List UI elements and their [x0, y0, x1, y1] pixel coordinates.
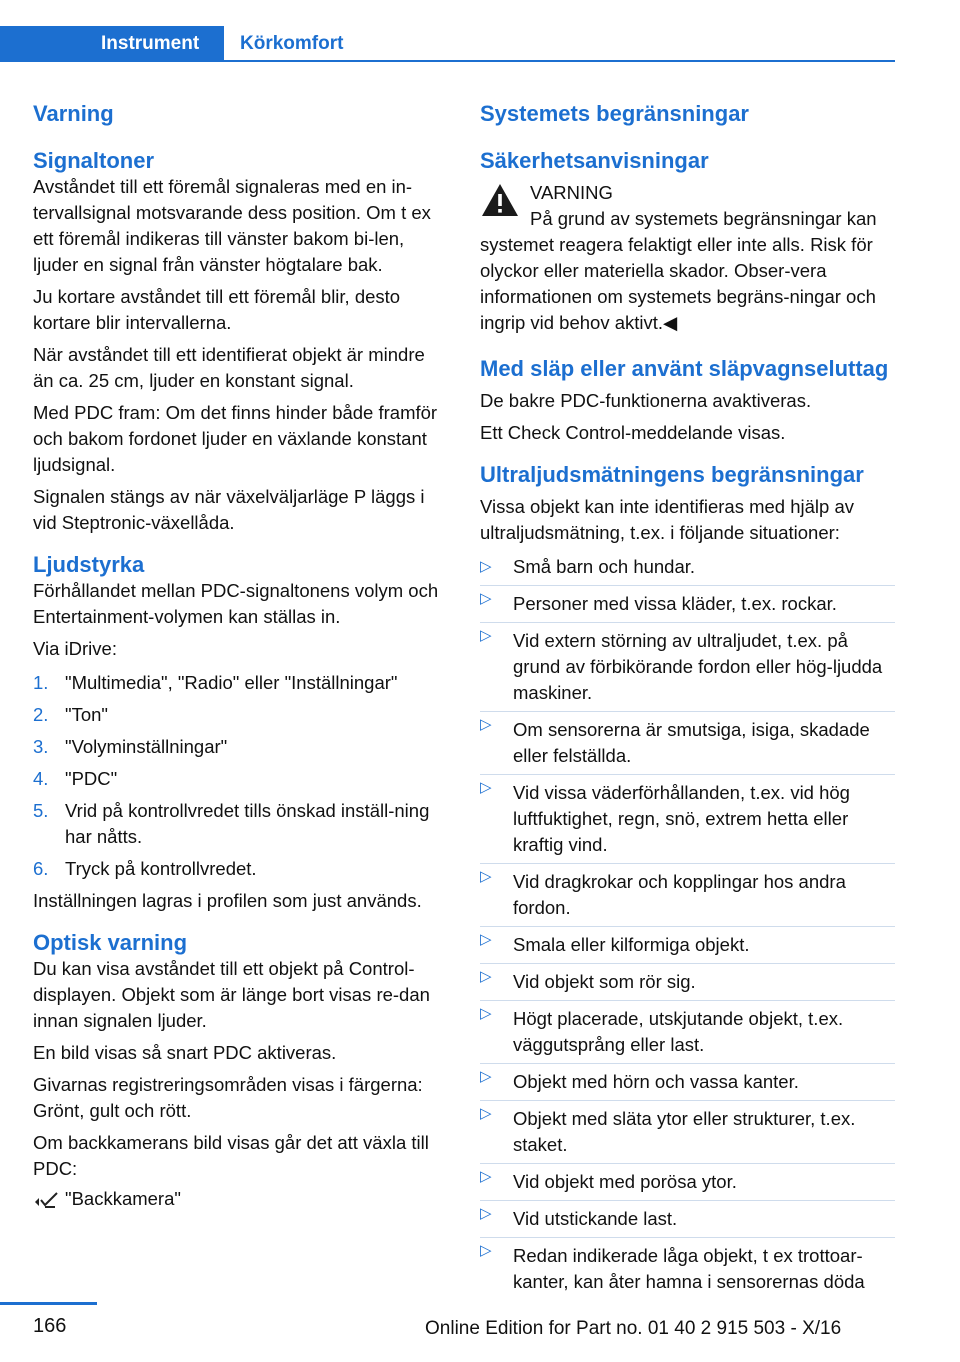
- warning-triangle-icon: [480, 182, 520, 218]
- step-number: 5.: [33, 800, 49, 821]
- list-item: [480, 1101, 895, 1164]
- header-tabs: [0, 26, 895, 62]
- paragraph: De bakre PDC-funktionerna avaktiveras.: [480, 390, 812, 411]
- bullet-triangle-icon: ▷: [480, 1005, 492, 1022]
- list-item-text: Om sensorerna är smutsiga, isiga, skadade eller felställda.: [513, 719, 870, 766]
- tab-korkomfort[interactable]: Körkomfort: [240, 33, 344, 54]
- list-item-text: Personer med vissa kläder, t.ex. rockar.: [513, 593, 837, 614]
- bullet-triangle-icon: ▷: [480, 1168, 492, 1185]
- paragraph: Givarnas registreringsområden visas i färgerna: Grönt, gult och rött.: [33, 1074, 423, 1121]
- list-item-text: Små barn och hundar.: [513, 556, 696, 577]
- bullet-triangle-icon: ▷: [480, 1105, 492, 1122]
- heading-optisk-varning: Optisk varning: [33, 930, 188, 955]
- camera-icon: [33, 1190, 59, 1210]
- bullet-triangle-icon: ▷: [480, 1068, 492, 1085]
- heading-systemets-begransningar: Systemets begränsningar: [480, 101, 749, 126]
- bullet-triangle-icon: ▷: [480, 558, 492, 575]
- list-item-text: Högt placerade, utskjutande objekt, t.ex. väggutsprång eller last.: [513, 1008, 844, 1055]
- heading-ultraljud: Ultraljudsmätningens begränsningar: [480, 462, 864, 487]
- step-text: "Multimedia", "Radio" eller "Inställningar": [65, 672, 398, 693]
- paragraph: Du kan visa avståndet till ett objekt på Control-displayen. Objekt som är länge bort visas re‐dan innan signalen ljuder.: [33, 958, 430, 1031]
- page-number: 166: [33, 1315, 67, 1337]
- list-item-text: Vid objekt med porösa ytor.: [513, 1171, 737, 1192]
- step-text: "Ton": [65, 704, 108, 725]
- list-item: [480, 864, 895, 927]
- list-item: [480, 1164, 895, 1201]
- bullet-triangle-icon: ▷: [480, 779, 492, 796]
- paragraph: Om backkamerans bild visas går det att växla till PDC:: [33, 1132, 429, 1179]
- paragraph: Avståndet till ett föremål signaleras med en in‐tervallsignal motsvarande dess position. Om t ex ett föremål indikeras till vänster bakom bi‐len, ljuder en signal från vänster högtalare bak.: [33, 176, 431, 275]
- list-item: [480, 1238, 895, 1301]
- bullet-triangle-icon: ▷: [480, 868, 492, 885]
- list-item: [480, 964, 895, 1001]
- list-item: [480, 554, 895, 586]
- list-item-text: Vid utstickande last.: [513, 1208, 678, 1229]
- step-number: 4.: [33, 768, 49, 789]
- bullet-triangle-icon: ▷: [480, 1205, 492, 1222]
- heading-signaltoner: Signaltoner: [33, 148, 155, 173]
- bullet-triangle-icon: ▷: [480, 1242, 492, 1259]
- warning-block: [480, 180, 895, 232]
- list-item-text: Redan indikerade låga objekt, t ex trottoar‐kanter, kan åter hamna i sensorernas döda: [513, 1245, 865, 1292]
- warning-title: VARNING: [530, 182, 613, 203]
- heading-sakerhetsanvisningar: Säkerhetsanvisningar: [480, 148, 709, 173]
- list-item: [480, 1201, 895, 1238]
- paragraph: Ju kortare avståndet till ett föremål blir, desto kortare blir intervallerna.: [33, 286, 401, 333]
- list-item-text: Objekt med hörn och vassa kanter.: [513, 1071, 799, 1092]
- heading-med-slap: Med släp eller använt släpvagnseluttag: [480, 356, 889, 381]
- list-item-text: Vid vissa väderförhållanden, t.ex. vid hög luftfuktighet, regn, snö, extrem hetta eller kraftig vind.: [513, 782, 850, 855]
- list-item-text: Objekt med släta ytor eller strukturer, t.ex. staket.: [513, 1108, 856, 1155]
- list-item-text: Smala eller kilformiga objekt.: [513, 934, 750, 955]
- paragraph: När avståndet till ett identifierat objekt är mindre än ca. 25 cm, ljuder en konstant signal.: [33, 344, 425, 391]
- limitations-list: [480, 554, 895, 1301]
- step-item: [33, 798, 448, 850]
- steps-list: [33, 670, 448, 882]
- bullet-triangle-icon: ▷: [480, 931, 492, 948]
- paragraph: Via iDrive:: [33, 638, 117, 659]
- step-number: 1.: [33, 672, 49, 693]
- step-text: "Volyminställningar": [65, 736, 228, 757]
- bullet-triangle-icon: ▷: [480, 627, 492, 644]
- footer-edition: Online Edition for Part no. 01 40 2 915 503 - X/16: [425, 1318, 842, 1339]
- paragraph: Signalen stängs av när växelväljarläge P läggs i vid Steptronic-växellåda.: [33, 486, 425, 533]
- step-number: 2.: [33, 704, 49, 725]
- step-item: [33, 702, 448, 728]
- step-text: Vrid på kontrollvredet tills önskad inställ‐ning har nåtts.: [65, 800, 430, 847]
- list-item-text: Vid dragkrokar och kopplingar hos andra fordon.: [513, 871, 846, 918]
- list-item: [480, 927, 895, 964]
- step-item: [33, 734, 448, 760]
- step-number: 3.: [33, 736, 49, 757]
- heading-varning: Varning: [33, 101, 114, 126]
- step-text: Tryck på kontrollvredet.: [65, 858, 257, 879]
- list-item: [480, 586, 895, 623]
- backkamera-label: "Backkamera": [65, 1188, 181, 1209]
- paragraph: En bild visas så snart PDC aktiveras.: [33, 1042, 337, 1063]
- right-column: [480, 100, 895, 1301]
- paragraph: Inställningen lagras i profilen som just används.: [33, 890, 422, 911]
- list-item: [480, 623, 895, 712]
- list-item: [480, 775, 895, 864]
- heading-ljudstyrka: Ljudstyrka: [33, 552, 145, 577]
- step-number: 6.: [33, 858, 49, 879]
- tab-instrument[interactable]: Instrument: [0, 26, 224, 62]
- list-item: [480, 1064, 895, 1101]
- step-item: [33, 856, 448, 882]
- step-text: "PDC": [65, 768, 118, 789]
- header-rule: [0, 60, 895, 62]
- paragraph: Ett Check Control-meddelande visas.: [480, 422, 786, 443]
- warning-text: På grund av systemets begränsningar kan systemet reagera felaktigt eller inte alls. Risk för olyckor eller materiella skador. Obser‐vera informationen om systemets begräns‐ningar och ingrip vid behov aktivt.◀: [480, 208, 877, 333]
- list-item: [480, 1001, 895, 1064]
- bullet-triangle-icon: ▷: [480, 590, 492, 607]
- paragraph: Vissa objekt kan inte identifieras med hjälp av ultraljudsmätning, t.ex. i följande situationer:: [480, 496, 854, 543]
- backkamera-line: [33, 1186, 448, 1212]
- footer-rule: [0, 1302, 97, 1305]
- list-item: [480, 712, 895, 775]
- left-column: [33, 100, 448, 1212]
- list-item-text: Vid objekt som rör sig.: [513, 971, 696, 992]
- step-item: [33, 766, 448, 792]
- paragraph: Med PDC fram: Om det finns hinder både framför och bakom fordonet ljuder en växlande konstant ljudsignal.: [33, 402, 438, 475]
- bullet-triangle-icon: ▷: [480, 716, 492, 733]
- bullet-triangle-icon: ▷: [480, 968, 492, 985]
- list-item-text: Vid extern störning av ultraljudet, t.ex. på grund av förbikörande fordon eller hög‐ljudda maskiner.: [513, 630, 883, 703]
- paragraph: Förhållandet mellan PDC-signaltonens volym och Entertainment-volymen kan ställas in.: [33, 580, 439, 627]
- step-item: [33, 670, 448, 696]
